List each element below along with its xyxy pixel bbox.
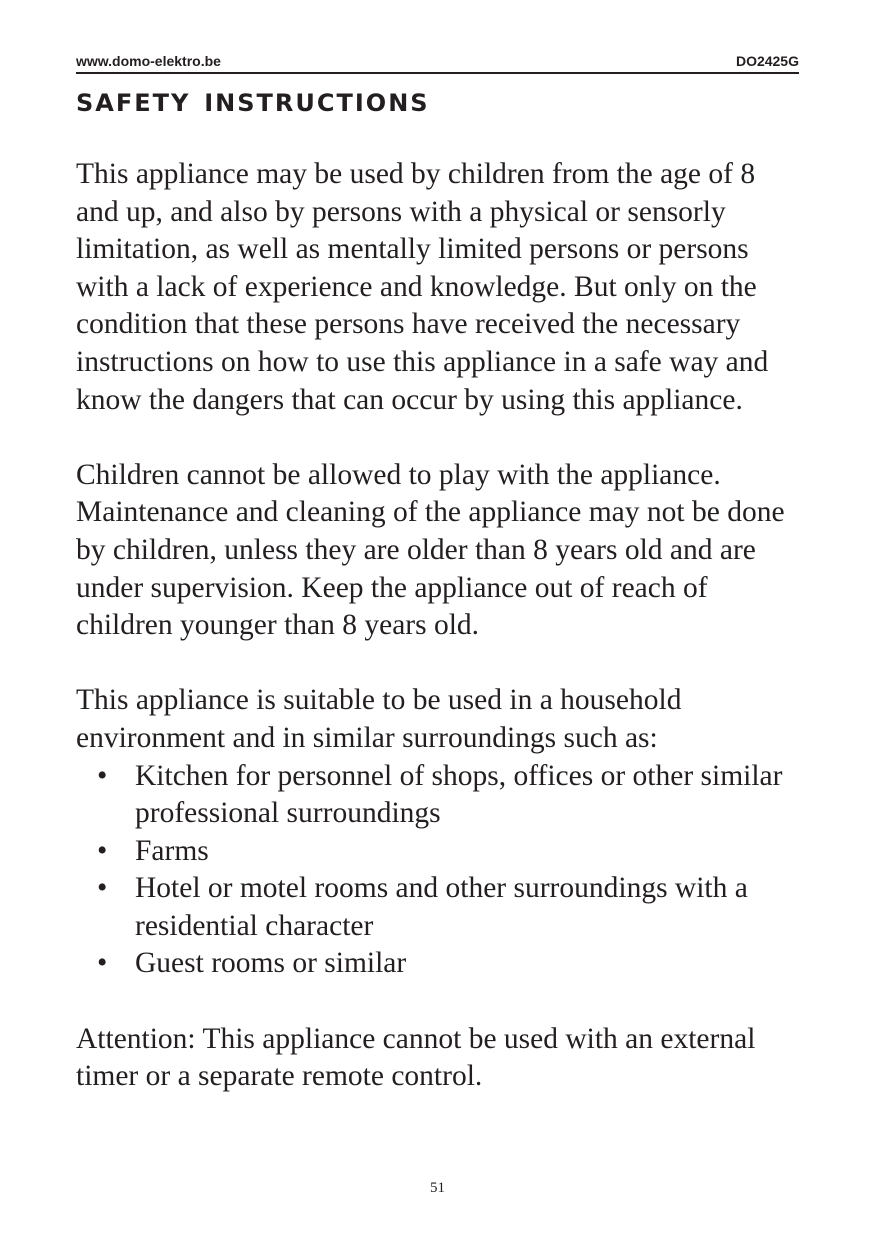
list-item <box>76 945 801 983</box>
paragraph-children: Children cannot be allowed to play with the appliance. Maintenance and cleaning of the appliance may not be done by children, unless they are older than 8 years old and are under supervision. Keep the appliance out of reach of children younger than 8 years old. <box>76 458 785 642</box>
bullet-icon: • <box>97 759 108 792</box>
list-item <box>76 833 801 871</box>
body-text <box>76 156 801 1133</box>
bullet-icon: • <box>97 872 108 905</box>
header-model-number: DO2425G <box>735 53 799 69</box>
paragraph-suitable-environment: This appliance is suitable to be used in a household environment and in similar surroundings such as: <box>76 684 682 754</box>
list-item-text: Guest rooms or similar <box>135 947 407 980</box>
list-item <box>76 758 801 833</box>
header-divider <box>76 72 799 74</box>
environment-list <box>76 758 801 984</box>
list-item-text: Kitchen for personnel of shops, offices or other similar professional surroundings <box>135 759 783 830</box>
list-item <box>76 870 801 945</box>
paragraph-attention: Attention: This appliance cannot be used with an external timer or a separate remote control. <box>76 1022 756 1093</box>
list-item-text: Hotel or motel rooms and other surroundings with a residential character <box>135 872 748 942</box>
page-title: safety instructions <box>76 80 430 120</box>
list-item-text: Farms <box>135 834 209 867</box>
page-number: 51 <box>430 1180 445 1196</box>
paragraph-age-limitation: This appliance may be used by children from the age of 8 and up, and also by persons with a physical or sensorly limitation, as well as mentally limited persons or persons with a lack of experience and knowledge. But only on the condition that these persons have received the necessary instructions on how to use this appliance in a safe way and know the dangers that can occur by using this appliance. <box>76 158 769 416</box>
page-header <box>76 52 799 72</box>
bullet-icon: • <box>97 834 108 867</box>
bullet-icon: • <box>97 947 108 980</box>
header-url: www.domo-elektro.be <box>76 53 221 69</box>
